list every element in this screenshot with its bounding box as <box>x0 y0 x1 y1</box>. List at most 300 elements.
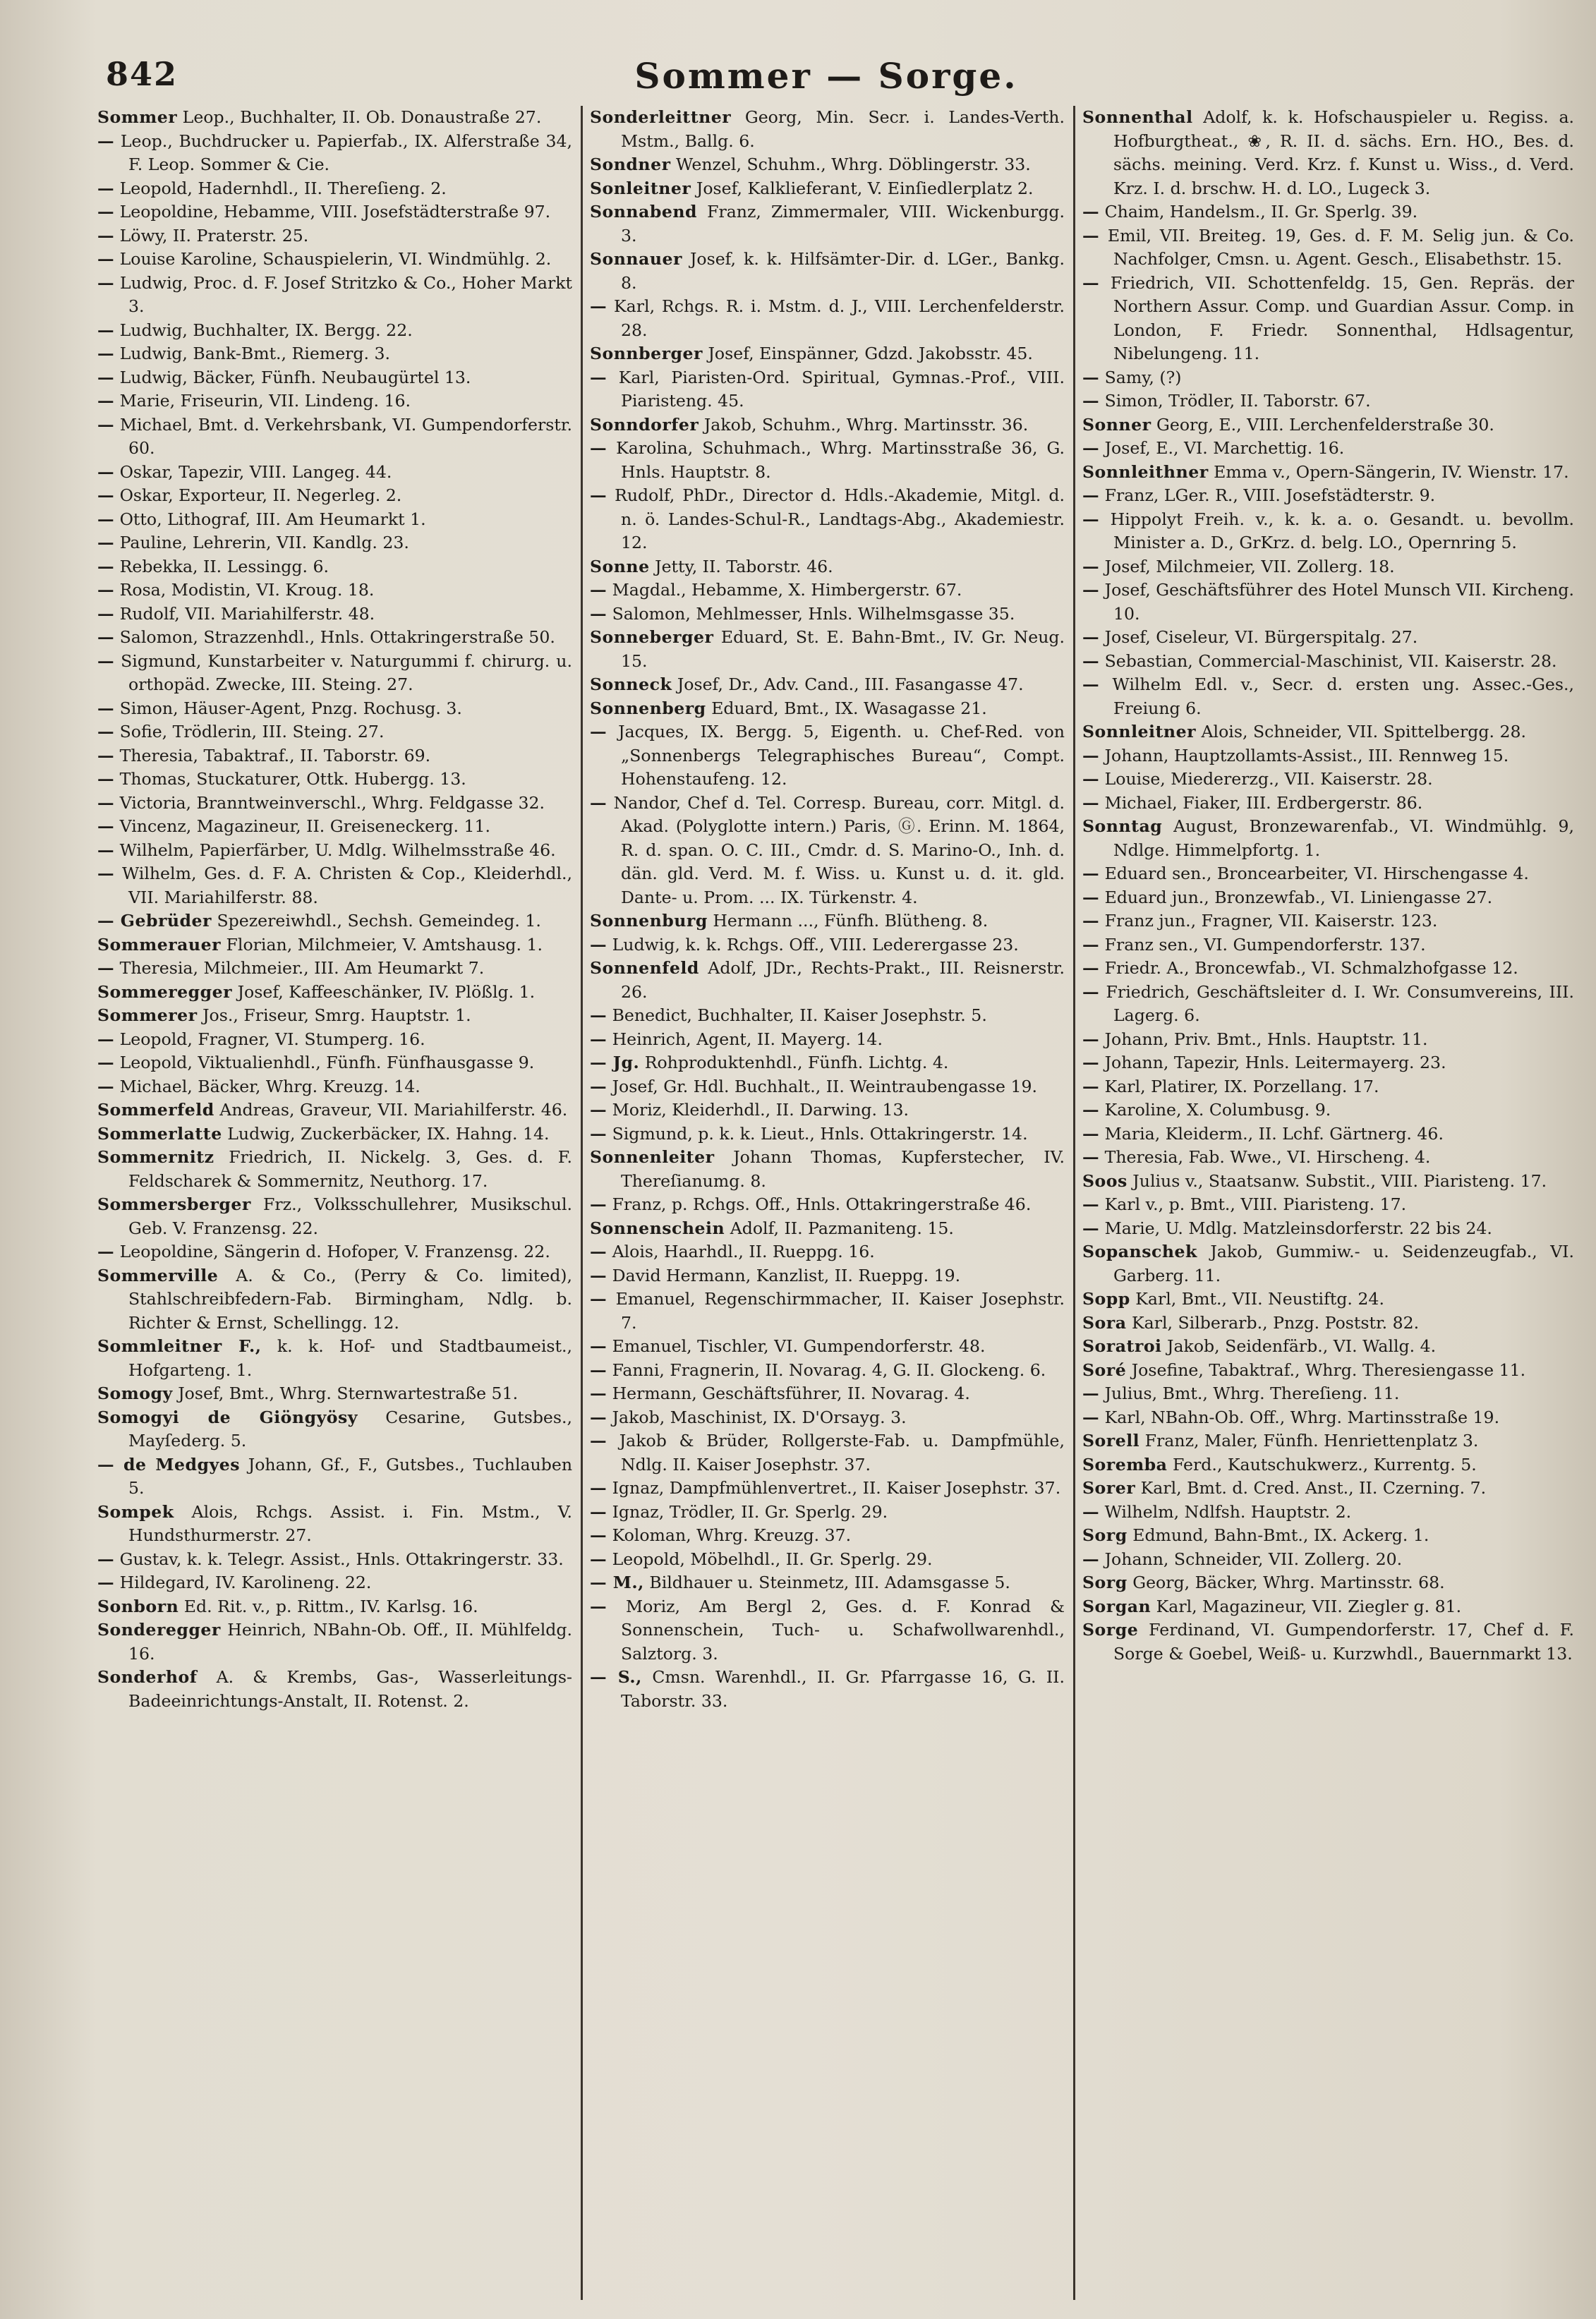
entry-name: — <box>590 438 607 458</box>
entry-text: Ferdinand, VI. Gumpendorferstr. 17, Chef d. F. Sorge & Goebel, Weiß- u. Kurzwhdl., Bauernmarkt 13. <box>1113 1620 1574 1664</box>
entry-name: Somogyi de Giöngyösy <box>97 1407 358 1427</box>
entry-text: Johann, Gf., F., Gutsbes., Tuchlauben 5. <box>128 1454 573 1498</box>
entry-text: Chaim, Handelsm., II. Gr. Sperlg. 39. <box>1104 202 1418 222</box>
entry-name: — <box>590 722 607 741</box>
entry-text: Marie, Friseurin, VII. Lindeng. 16. <box>119 391 411 411</box>
directory-entry <box>97 461 572 485</box>
entry-text: Ed. Rit. v., p. Rittm., IV. Karlsg. 16. <box>183 1596 478 1616</box>
entry-text: Jakob, Maschinist, IX. D'Orsayg. 3. <box>612 1407 907 1427</box>
entry-text: Friedrich, Geschäftsleiter d. I. Wr. Consumvereins, III. Lagerg. 6. <box>1106 981 1574 1025</box>
entry-text: Emanuel, Regenschirmmacher, II. Kaiser Josephstr. 7. <box>615 1289 1065 1333</box>
directory-entry <box>97 1618 572 1666</box>
entry-text: Rudolf, PhDr., Director d. Hdls.-Akademie, Mitgl. d. n. ö. Landes-Schul-R., Landtags-Abg., Akademiestr. 12. <box>615 485 1065 552</box>
entry-name: Sommerfeld <box>97 1100 214 1120</box>
entry-text: Cesarine, Gutsbes., Mayſederg. 5. <box>128 1407 572 1451</box>
entry-text: Karl, Bmt. d. Cred. Anst., II. Czerning. 7. <box>1140 1478 1487 1498</box>
directory-entry <box>1082 1548 1574 1572</box>
directory-entry <box>590 792 1065 910</box>
entry-text: David Hermann, Kanzlist, II. Rueppg. 19. <box>612 1265 961 1285</box>
directory-entry <box>1082 744 1574 768</box>
entry-text: Theresia, Milchmeier., III. Am Heumarkt 7. <box>119 958 485 978</box>
column-3 <box>1075 106 1583 2300</box>
entry-name: — <box>590 1383 607 1403</box>
entry-text: Karl, Silberarb., Pnzg. Poststr. 82. <box>1132 1312 1420 1333</box>
directory-entry <box>1082 484 1574 508</box>
entry-name: — <box>97 1053 115 1072</box>
entry-text: Hildegard, IV. Karolineng. 22. <box>119 1573 372 1592</box>
entry-text: Karl, Rchgs. R. i. Mstm. d. J., VIII. Lerchenfelderstr. 28. <box>614 296 1065 340</box>
entry-name: Sommernitz <box>97 1147 214 1167</box>
directory-entry <box>590 1548 1065 1572</box>
entry-name: — <box>590 1005 607 1025</box>
entry-text: Johann, Tapezir, Hnls. Leitermayerg. 23. <box>1104 1053 1446 1072</box>
entry-text: Oskar, Tapezir, VIII. Langeg. 44. <box>119 461 392 482</box>
entry-name: Sommerville <box>97 1265 219 1285</box>
directory-entry <box>97 1406 572 1453</box>
entry-name: — <box>590 934 607 955</box>
entry-name: Sonnenleiter <box>590 1147 715 1167</box>
entry-name: — <box>97 202 115 222</box>
directory-entry <box>590 413 1065 437</box>
entry-text: Andreas, Graveur, VII. Mariahilferstr. 46. <box>219 1100 568 1120</box>
directory-entry <box>97 603 572 626</box>
entry-name: Sommer <box>97 107 178 127</box>
entry-name: Sompek <box>97 1501 174 1522</box>
directory-entry <box>97 1382 572 1406</box>
entry-name: — <box>97 320 115 340</box>
entry-text: Ludwig, Bank-Bmt., Riemerg. 3. <box>119 344 391 363</box>
directory-entry <box>97 744 572 768</box>
entry-text: Josef, k. k. Hilfsämter-Dir. d. LGer., Bankg. 8. <box>621 249 1065 293</box>
entry-name: — <box>97 1242 115 1261</box>
directory-entry <box>590 555 1065 579</box>
entry-text: Jakob, Seidenfärb., VI. Wallg. 4. <box>1167 1336 1437 1356</box>
directory-entry <box>590 295 1065 342</box>
entry-text: Karl, Bmt., VII. Neustiftg. 24. <box>1135 1289 1384 1309</box>
entry-name: Sommeregger <box>97 981 233 1002</box>
entry-name: Sommersberger <box>97 1194 251 1214</box>
entry-text: Koloman, Whrg. Kreuzg. 37. <box>612 1525 852 1545</box>
entry-text: Johann, Priv. Bmt., Hnls. Hauptstr. 11. <box>1104 1029 1428 1049</box>
entry-text: A. & Krembs, Gas-, Wasserleitungs-Badeeinrichtungs-Anstalt, II. Rotenst. 2. <box>128 1667 572 1711</box>
entry-text: Josefine, Tabaktraf., Whrg. Theresiengasse 11. <box>1131 1360 1526 1380</box>
entry-name: Sonnenfeld <box>590 958 699 978</box>
entry-text: Josef, E., VI. Marchettig. 16. <box>1104 438 1345 458</box>
entry-name: Sonnenthal <box>1082 107 1193 127</box>
entry-name: — <box>1082 202 1100 222</box>
entry-name: — <box>1082 391 1100 411</box>
entry-text: Karl, NBahn-Ob. Off., Whrg. Martinsstraße 19. <box>1104 1407 1500 1427</box>
entry-text: Moriz, Kleiderhdl., II. Darwing. 13. <box>612 1100 909 1120</box>
entry-name: — <box>590 1407 607 1427</box>
directory-entry <box>1082 1288 1574 1312</box>
directory-entry <box>590 1429 1065 1477</box>
directory-entry <box>97 579 572 603</box>
entry-name: — <box>97 344 115 363</box>
entry-name: Sonnenberg <box>590 698 706 718</box>
entry-name: — <box>97 580 115 600</box>
entry-text: Wilhelm, Ges. d. F. A. Christen & Cop., Kleiderhdl., VII. Mariahilferstr. 88. <box>121 864 572 907</box>
entry-text: Leop., Buchdrucker u. Papierfab., IX. Alferstraße 34, F. Leop. Sommer & Cie. <box>120 131 573 174</box>
entry-name: — <box>97 650 115 671</box>
directory-entry <box>1082 933 1574 957</box>
directory-entry <box>590 153 1065 177</box>
entry-name: — <box>590 1265 607 1285</box>
entry-text: Samy, (?) <box>1104 367 1182 387</box>
directory-entry <box>590 200 1065 248</box>
entry-name: — <box>590 1336 607 1356</box>
entry-name: Sonndorfer <box>590 414 699 435</box>
directory-entry <box>590 957 1065 1004</box>
entry-name: Sommerlatte <box>97 1123 222 1144</box>
entry-name: — <box>97 414 115 435</box>
entry-text: Hippolyt Freih. v., k. k. a. o. Gesandt. u. bevollm. Minister a. D., GrKrz. d. belg. LO., Opernring 5. <box>1110 509 1575 552</box>
page-header <box>106 51 1547 100</box>
entry-name: — <box>97 1573 115 1592</box>
directory-entry <box>590 1288 1065 1335</box>
entry-text: Otto, Lithograf, III. Am Heumarkt 1. <box>119 509 426 529</box>
entry-text: Oskar, Exporteur, II. Negerleg. 2. <box>119 485 402 505</box>
entry-name: — <box>590 1289 607 1309</box>
directory-entry <box>590 1477 1065 1501</box>
directory-entry <box>1082 508 1574 555</box>
directory-entry <box>590 720 1065 792</box>
directory-entry <box>97 1335 572 1382</box>
entry-text: Josef, Kalklieferant, V. Einſiedlerplatz 2. <box>696 178 1034 198</box>
entry-text: Sigmund, Kunstarbeiter v. Naturgummi f. chirurg. u. orthopäd. Zwecke, III. Steing. 27. <box>121 650 573 694</box>
entry-name: Soremba <box>1082 1454 1168 1475</box>
entry-name: — <box>97 816 115 836</box>
entry-name: — <box>1082 367 1100 387</box>
directory-entry <box>97 650 572 697</box>
entry-name: Sonderhof <box>97 1667 198 1687</box>
directory-entry <box>1082 862 1574 886</box>
entry-name: — <box>1082 1407 1100 1427</box>
entry-name: — <box>97 249 115 269</box>
entry-text: Josef, Milchmeier, VII. Zollerg. 18. <box>1104 556 1395 576</box>
entry-text: Wilhelm, Ndlfsh. Hauptstr. 2. <box>1104 1501 1352 1522</box>
directory-entry <box>97 1146 572 1193</box>
entry-name: — <box>1082 792 1100 813</box>
directory-entry <box>1082 366 1574 390</box>
directory-entry <box>590 673 1065 697</box>
entry-name: Somogy <box>97 1383 173 1403</box>
entry-text: Johann, Hauptzollamts-Assist., III. Rennweg 15. <box>1104 745 1509 765</box>
entry-name: — <box>1082 887 1100 907</box>
directory-entry <box>97 1051 572 1075</box>
entry-text: Karl, Platirer, IX. Porzellang. 17. <box>1104 1076 1379 1096</box>
entry-name: — <box>590 1123 607 1144</box>
entry-text: Hermann ..., Fünfh. Blütheng. 8. <box>713 911 989 931</box>
entry-text: Wenzel, Schuhm., Whrg. Döblingerstr. 33. <box>676 155 1031 174</box>
directory-entry <box>590 1098 1065 1122</box>
directory-entry <box>97 768 572 792</box>
entry-text: Franz jun., Fragner, VII. Kaiserstr. 123. <box>1104 911 1438 931</box>
entry-name: — de Medgyes <box>97 1454 241 1475</box>
entry-name: — <box>1082 981 1100 1002</box>
directory-entry <box>1082 1170 1574 1194</box>
entry-name: — <box>1082 485 1100 505</box>
directory-entry <box>97 1501 572 1548</box>
entry-text: Sigmund, p. k. k. Lieut., Hnls. Ottakringerstr. 14. <box>612 1123 1028 1144</box>
entry-name: — <box>1082 1100 1100 1120</box>
entry-name: — <box>97 698 115 718</box>
directory-entry <box>590 1193 1065 1217</box>
entry-name: — <box>97 131 115 151</box>
entry-name: — Gebrüder <box>97 911 212 931</box>
page-number: 842 <box>106 55 179 93</box>
entry-name: — <box>590 1242 607 1261</box>
entry-text: Josef, Gr. Hdl. Buchhalt., II. Weintraubengasse 19. <box>612 1076 1038 1096</box>
directory-entry <box>1082 272 1574 366</box>
directory-entry <box>97 720 572 744</box>
directory-entry <box>97 1571 572 1595</box>
entry-name: — <box>1082 580 1100 600</box>
directory-entry <box>590 177 1065 201</box>
entry-text: Ignaz, Trödler, II. Gr. Sperlg. 29. <box>612 1501 888 1522</box>
entry-name: — <box>1082 272 1100 293</box>
directory-entry <box>590 603 1065 626</box>
entry-name: — <box>590 603 607 624</box>
directory-entry <box>590 1359 1065 1383</box>
directory-entry <box>590 1264 1065 1288</box>
entry-text: Rudolf, VII. Mariahilferstr. 48. <box>119 603 375 624</box>
entry-name: Sonneberger <box>590 627 714 647</box>
entry-text: August, Bronzewarenfab., VI. Windmühlg. 9, Ndlge. Himmelpfortg. 1. <box>1113 816 1575 860</box>
entry-name: — <box>97 1076 115 1096</box>
entry-name: — <box>590 1478 607 1498</box>
directory-entry <box>590 1051 1065 1075</box>
directory-entry <box>1082 815 1574 862</box>
entry-name: — <box>590 580 607 600</box>
entry-text: Eduard jun., Bronzewfab., VI. Liniengasse 27. <box>1104 887 1493 907</box>
entry-name: — <box>1082 509 1100 529</box>
directory-entry <box>590 933 1065 957</box>
entry-text: Heinrich, NBahn-Ob. Off., II. Mühlfeldg. 16. <box>128 1620 572 1664</box>
directory-entry <box>590 248 1065 295</box>
entry-name: Sonnberger <box>590 344 703 363</box>
entry-name: — <box>590 1525 607 1545</box>
entry-text: Theresia, Tabaktraf., II. Taborstr. 69. <box>119 745 431 765</box>
directory-entry <box>1082 555 1574 579</box>
directory-entry <box>97 366 572 390</box>
directory-entry <box>1082 579 1574 626</box>
entry-name: — <box>590 485 607 505</box>
directory-entry <box>97 272 572 319</box>
entry-name: Soré <box>1082 1360 1127 1380</box>
entry-name: Soos <box>1082 1170 1128 1191</box>
directory-entry <box>590 1406 1065 1430</box>
entry-text: Pauline, Lehrerin, VII. Kandlg. 23. <box>119 533 409 552</box>
entry-text: Leopoldine, Sängerin d. Hofoper, V. Franzensg. 22. <box>119 1242 550 1261</box>
entry-text: Georg, Min. Secr. i. Landes-Verth. Mstm., Ballg. 6. <box>621 107 1065 151</box>
entry-text: Karl, Piaristen-Ord. Spiritual, Gymnas.-Prof., VIII. Piaristeng. 45. <box>618 367 1065 411</box>
entry-name: — <box>97 391 115 411</box>
entry-text: Michael, Fiaker, III. Erdbergerstr. 86. <box>1104 792 1423 813</box>
entry-name: — <box>590 296 607 316</box>
entry-name: — M., <box>590 1573 644 1592</box>
entry-text: Marie, U. Mdlg. Matzleinsdorferstr. 22 bis 24. <box>1104 1218 1492 1238</box>
directory-entry <box>97 389 572 413</box>
directory-entry <box>97 933 572 957</box>
entry-text: Ludwig, Bäcker, Fünfh. Neubaugürtel 13. <box>119 367 471 387</box>
entry-text: Gustav, k. k. Telegr. Assist., Hnls. Ottakringerstr. 33. <box>119 1549 564 1569</box>
directory-entry <box>1082 1618 1574 1666</box>
directory-entry <box>97 1193 572 1240</box>
entry-text: Franz, Zimmermaler, VIII. Wickenburgg. 3. <box>621 202 1065 246</box>
directory-entry <box>97 484 572 508</box>
entry-text: Julius, Bmt., Whrg. Thereſieng. 11. <box>1104 1383 1400 1403</box>
entry-name: — <box>590 1076 607 1096</box>
directory-entry <box>1082 626 1574 650</box>
entry-text: Alois, Haarhdl., II. Rueppg. 16. <box>612 1242 875 1261</box>
directory-entry <box>1082 224 1574 272</box>
entry-text: Josef, Einspänner, Gdzd. Jakobsstr. 45. <box>708 344 1033 363</box>
directory-entry <box>1082 792 1574 816</box>
directory-entry <box>1082 1122 1574 1146</box>
directory-entry <box>1082 461 1574 485</box>
entry-name: — <box>590 1596 607 1616</box>
entry-name: — <box>1082 769 1100 789</box>
entry-name: Sonnauer <box>590 249 682 269</box>
entry-name: Sorgan <box>1082 1596 1151 1616</box>
directory-entry <box>590 1028 1065 1052</box>
directory-entry <box>590 1595 1065 1666</box>
entry-name: — <box>590 367 607 387</box>
directory-entry <box>97 224 572 248</box>
entry-text: Michael, Bäcker, Whrg. Kreuzg. 14. <box>119 1076 421 1096</box>
directory-entry <box>97 1264 572 1336</box>
entry-name: — <box>590 1100 607 1120</box>
entry-name: Sonleitner <box>590 178 691 198</box>
directory-entry <box>590 437 1065 484</box>
entry-text: Moriz, Am Bergl 2, Ges. d. F. Konrad & Sonnenschein, Tuch- u. Schafwollwarenhdl., Salztorg. 3. <box>621 1596 1065 1664</box>
entry-text: Friedrich, VII. Schottenfeldg. 15, Gen. Repräs. der Northern Assur. Comp. und Guardian Assur. Comp. in London, F. Friedr. Sonnenthal, Hdlsagentur, Nibelungeng. 11. <box>1110 272 1575 363</box>
entry-name: — <box>1082 745 1100 765</box>
directory-entry <box>97 508 572 532</box>
directory-entry <box>97 342 572 366</box>
entry-name: — <box>1082 1053 1100 1072</box>
directory-entry <box>97 1004 572 1028</box>
entry-text: Adolf, k. k. Hofschauspieler u. Regiss. a. Hofburgtheat., ❀, R. II. d. sächs. Ern. HO., Bes. d. sächs. meining. Verd. Krz. f. Kunst u. Wiss., d. Verd. Krz. I. d. brschw. H. d. LO., Lugeck 3. <box>1113 107 1575 198</box>
directory-entry <box>1082 413 1574 437</box>
directory-entry <box>1082 1477 1574 1501</box>
directory-entry <box>590 909 1065 933</box>
entry-text: Fanni, Fragnerin, II. Novarag. 4, G. II. Glockeng. 6. <box>612 1360 1046 1380</box>
entry-text: Johann, Schneider, VII. Zollerg. 20. <box>1104 1549 1403 1569</box>
directory-entry <box>1082 1501 1574 1525</box>
entry-text: Edmund, Bahn-Bmt., IX. Ackerg. 1. <box>1132 1525 1429 1545</box>
directory-entry <box>1082 768 1574 792</box>
entry-text: Hermann, Geschäftsführer, II. Novarag. 4. <box>612 1383 970 1403</box>
directory-entry <box>1082 650 1574 674</box>
directory-entry <box>1082 1146 1574 1170</box>
entry-name: Sommleitner F., <box>97 1336 262 1356</box>
directory-entry <box>97 957 572 981</box>
column-1 <box>90 106 583 2300</box>
directory-entry <box>590 1217 1065 1241</box>
directory-entry <box>97 626 572 650</box>
entry-text: Emma v., Opern-Sängerin, IV. Wienstr. 17. <box>1214 461 1569 482</box>
entry-name: — Jg. <box>590 1053 640 1072</box>
entry-text: Louise, Miedererzg., VII. Kaiserstr. 28. <box>1104 769 1433 789</box>
directory-entry <box>97 1122 572 1146</box>
entry-name: — <box>97 769 115 789</box>
entry-text: Sebastian, Commercial-Maschinist, VII. Kaiserstr. 28. <box>1104 650 1557 671</box>
entry-name: Sora <box>1082 1312 1127 1333</box>
entry-name: — <box>590 1501 607 1522</box>
directory-entry <box>1082 981 1574 1028</box>
entry-text: Florian, Milchmeier, V. Amtshausg. 1. <box>226 934 543 955</box>
entry-text: Jakob, Schuhm., Whrg. Martinsstr. 36. <box>703 414 1029 435</box>
entry-name: — <box>590 1549 607 1569</box>
directory-entry <box>590 342 1065 366</box>
directory-entry <box>1082 1240 1574 1288</box>
entry-name: — <box>97 178 115 198</box>
entry-text: Alois, Schneider, VII. Spittelbergg. 28. <box>1201 722 1527 741</box>
column-2 <box>583 106 1075 2300</box>
directory-entry <box>1082 673 1574 720</box>
directory-entry <box>590 1571 1065 1595</box>
directory-entry <box>1082 1312 1574 1336</box>
directory-entry <box>590 1335 1065 1359</box>
entry-text: Karoline, X. Columbusg. 9. <box>1104 1100 1331 1120</box>
entry-text: Franz, Maler, Fünfh. Henriettenplatz 3. <box>1144 1431 1479 1451</box>
directory-entry <box>97 1098 572 1122</box>
entry-name: Sonne <box>590 556 650 576</box>
directory-entry <box>1082 1406 1574 1430</box>
entry-text: A. & Co., (Perry & Co. limited), Stahlschreibfedern-Fab. Birmingham, Ndlg. b. Richter & Ernst, Schellingg. 12. <box>128 1265 572 1333</box>
directory-entry <box>1082 437 1574 461</box>
directory-entry <box>1082 200 1574 224</box>
directory-entry <box>1082 720 1574 744</box>
directory-entry <box>590 1240 1065 1264</box>
entry-name: — <box>1082 864 1100 883</box>
directory-entry <box>97 531 572 555</box>
entry-text: Georg, E., VIII. Lerchenfelderstraße 30. <box>1156 414 1494 435</box>
entry-name: — <box>97 485 115 505</box>
entry-text: Franz sen., VI. Gumpendorferstr. 137. <box>1104 934 1426 955</box>
entry-text: Leopoldine, Hebamme, VIII. Josefstädterstraße 97. <box>119 202 551 222</box>
directory-entry <box>590 1501 1065 1525</box>
directory-entry <box>1082 1429 1574 1453</box>
directory-columns <box>90 106 1583 2300</box>
directory-entry <box>590 626 1065 673</box>
entry-text: Karl v., p. Bmt., VIII. Piaristeng. 17. <box>1104 1194 1407 1214</box>
entry-name: — <box>1082 1194 1100 1214</box>
entry-name: — <box>590 1029 607 1049</box>
entry-name: — <box>97 745 115 765</box>
entry-text: Josef, Dr., Adv. Cand., III. Fasangasse 47. <box>677 674 1024 694</box>
directory-entry <box>1082 389 1574 413</box>
directory-entry <box>97 248 572 272</box>
entry-name: — <box>1082 438 1100 458</box>
entry-name: — <box>97 556 115 576</box>
directory-entry <box>97 862 572 909</box>
entry-text: Rebekka, II. Lessingg. 6. <box>119 556 329 576</box>
entry-name: — <box>1082 1123 1100 1144</box>
entry-text: Wilhelm Edl. v., Secr. d. ersten ung. Assec.-Ges., Freiung 6. <box>1112 674 1574 718</box>
entry-name: — <box>97 533 115 552</box>
directory-entry <box>1082 1595 1574 1619</box>
entry-name: — <box>1082 911 1100 931</box>
entry-name: — <box>97 722 115 741</box>
directory-entry <box>1082 1524 1574 1548</box>
entry-name: Sopp <box>1082 1289 1130 1309</box>
entry-name: — <box>1082 556 1100 576</box>
entry-text: Bildhauer u. Steinmetz, III. Adamsgasse 5. <box>649 1573 1010 1592</box>
entry-name: — <box>590 1360 607 1380</box>
